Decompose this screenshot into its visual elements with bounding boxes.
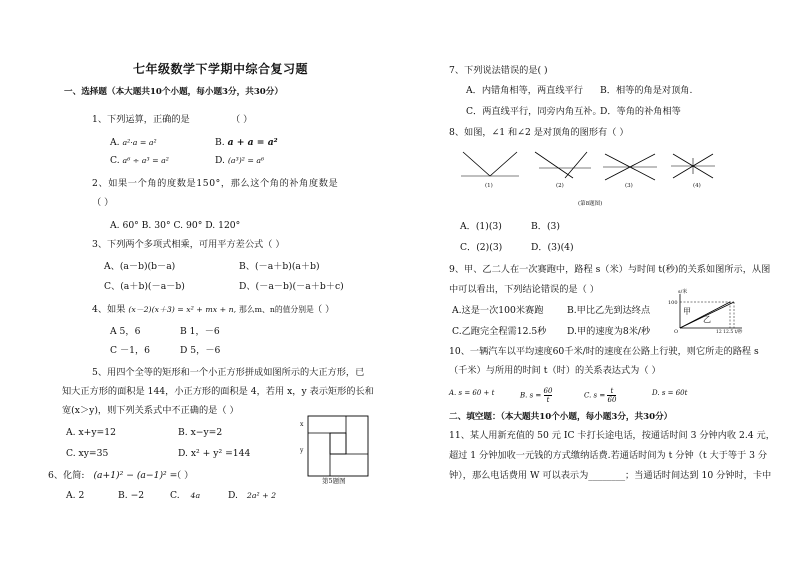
q3-stem: 3、下列两个多项式相乘，可用平方差公式（ ） xyxy=(92,239,285,250)
q5-option-b: B. x−y=2 xyxy=(178,427,223,438)
q5-small-square xyxy=(330,433,346,454)
q1-option-a xyxy=(110,137,157,149)
q1-option-a-label: A. xyxy=(110,137,120,148)
q8-label-4: (4) xyxy=(693,183,701,189)
q10-line1: 10、一辆汽车以平均速度60千米/时的速度在公路上行驶，则它所走的路程 s xyxy=(449,346,759,357)
q2-options: A. 60° B. 30° C. 90° D. 120° xyxy=(110,220,241,231)
q4-option-b: B 1，－6 xyxy=(180,326,220,337)
q1-option-c xyxy=(110,155,169,167)
q6-stem xyxy=(48,470,177,482)
q8-figure-2 xyxy=(535,152,591,178)
q1-option-c-expr: a⁶ ÷ a³ = a² xyxy=(122,156,169,165)
q10-option-c-num: t xyxy=(607,387,616,396)
q11-line1: 11、某人用新充值的 50 元 IC 卡打长途电话，按通话时间 3 分钟内收 2.4 元， xyxy=(449,430,775,441)
q7-stem: 7、下列说法错误的是( ) xyxy=(449,65,548,76)
q1-option-b-expr: a + a = a² xyxy=(227,137,278,148)
q4-option-a: A 5，6 xyxy=(110,326,141,337)
q5-line3: 宽(x＞y)，则下列关系式中不正确的是（ ） xyxy=(62,405,239,416)
q8-label-3: (3) xyxy=(625,183,633,189)
q9-fig-o: O xyxy=(674,329,679,335)
q6-option-d-label: D. xyxy=(228,490,238,501)
q6-option-d-expr: 2a² + 2 xyxy=(246,491,277,500)
q10-option-d: D. s = 60t xyxy=(652,389,688,397)
q4-option-d: D 5，－6 xyxy=(180,345,221,356)
q10-option-b-frac xyxy=(544,387,553,404)
q10-option-b-num: 60 xyxy=(543,387,553,395)
q6-option-c xyxy=(170,490,200,502)
q4-stem xyxy=(92,304,314,316)
q10-option-b-label: B. s = xyxy=(520,391,542,400)
q10-option-a: A. s = 60 + t xyxy=(449,389,495,397)
q4-stem-text: 4、如果 xyxy=(92,304,126,315)
q5-line2: 知大正方形的面积是 144，小正方形的面积是 4，若用 x，y 表示矩形的长和 xyxy=(62,386,374,397)
q4-option-c: C －1，6 xyxy=(110,345,151,356)
q10-line2: （千米）与所用的时间 t（时）的关系表达式为（ ） xyxy=(449,365,661,376)
q8-option-d: D．(3)(4) xyxy=(531,242,574,253)
q10-option-c-den: 60 xyxy=(607,396,617,404)
q3-option-a: A、(a－b)(b－a) xyxy=(104,261,176,272)
section-heading-fill: 二、填空题：（本大题共10个小题，每小题3分，共30分） xyxy=(449,412,673,422)
q10-option-c-label: C. s = xyxy=(584,391,606,400)
q10-option-c xyxy=(584,387,616,404)
q10-option-b-den: t xyxy=(546,396,550,404)
q5-figure xyxy=(300,414,370,484)
q5-option-c: C. xy=35 xyxy=(66,448,109,459)
q5-fig-caption: 第5题图 xyxy=(322,477,346,485)
q8-figure-4 xyxy=(671,154,715,178)
q8-option-c: C．(2)(3) xyxy=(460,242,503,253)
q11-line3: 钟），那么电话费用 W 可以表示为________；当通话时间达到 10 分钟时，卡中 xyxy=(449,470,772,481)
q5-option-d: D. x² + y² =144 xyxy=(178,448,251,459)
q9-fig-t: 12 12.5 t/秒 xyxy=(716,330,743,335)
q9-line2: 中可以看出，下列结论错误的是（ ） xyxy=(449,284,599,295)
q6-option-c-expr: 4a xyxy=(190,491,201,500)
q4-paren: （ ） xyxy=(313,304,335,315)
q9-option-a: A.这是一次100米赛跑 xyxy=(452,305,544,316)
q7-option-b: B．相等的角是对顶角. xyxy=(600,85,693,96)
q6-option-d xyxy=(228,490,276,502)
q1-option-b-label: B. xyxy=(215,137,225,148)
q8-option-a: A．(1)(3) xyxy=(460,221,502,232)
q9-line1: 9、甲、乙二人在一次赛跑中，路程 s（米）与时间 t(秒)的关系如图所示，从图 xyxy=(449,264,771,275)
q10-option-c-frac xyxy=(607,387,616,404)
q9-fig-100: 100 xyxy=(668,300,678,306)
q5-fig-label-y: y xyxy=(300,447,304,454)
q8-figure-3 xyxy=(603,154,657,180)
q1-stem: 1、下列运算，正确的是 xyxy=(92,114,190,125)
q9-option-d: D.甲的速度为8米/秒 xyxy=(567,326,651,337)
q8-fig-caption: (第8题图) xyxy=(578,201,603,207)
q1-option-d-label: D. xyxy=(215,155,225,166)
section-heading-choice: 一、选择题（本大题共10个小题，每小题3分，共30分） xyxy=(64,87,283,97)
q8-stem: 8、如图，∠1 和∠2 是对顶角的图形有（ ） xyxy=(449,127,629,138)
q1-option-b xyxy=(215,137,278,149)
q4-expr: (x－2)(x＋3) = x² + mx + n, xyxy=(128,305,237,314)
q5-fig-label-x: x xyxy=(300,421,304,428)
q4-tail: 那么m、n的值分别是 xyxy=(239,305,314,314)
q6-option-a: A. 2 xyxy=(66,490,85,501)
q9-option-c: C.乙跑完全程需12.5秒 xyxy=(452,326,547,337)
q6-stem-text: 6、化简: xyxy=(48,470,85,481)
q3-option-b: B、(－a＋b)(a＋b) xyxy=(239,261,320,272)
q2-stem: 2、如果一个角的度数是150°，那么这个角的补角度数是 xyxy=(92,178,339,189)
q5-option-a: A. x+y=12 xyxy=(66,427,116,438)
q9-fig-yi: 乙 xyxy=(703,315,711,324)
q8-label-2: (2) xyxy=(556,183,564,189)
q7-option-a: A．内错角相等，两直线平行 xyxy=(466,85,583,96)
q3-option-d: D、(－a－b)(－a＋b＋c) xyxy=(239,281,344,292)
q10-option-b xyxy=(520,387,552,404)
q6-option-c-label: C. xyxy=(170,490,180,501)
q9-fig-s: s/米 xyxy=(678,289,688,295)
q6-paren: （ ） xyxy=(172,470,194,481)
q5-line1: 5、用四个全等的矩形和一个小正方形拼成如图所示的大正方形，已 xyxy=(92,367,365,378)
q11-line2: 超过 1 分钟加收一元钱的方式缴纳话费.若通话时间为 t 分钟（t 大于等于 3 分 xyxy=(449,450,768,461)
q8-option-b: B．(3) xyxy=(531,221,560,232)
q1-paren: （ ） xyxy=(231,114,253,125)
q2-paren: （ ） xyxy=(92,197,114,208)
q1-option-a-expr: a²·a = a² xyxy=(122,138,157,147)
q8-label-1: (1) xyxy=(485,183,493,189)
q6-expr: (a+1)² − (a−1)² = xyxy=(93,470,178,481)
q3-option-c: C、(a＋b)(－a－b) xyxy=(104,281,185,292)
q6-option-b: B. −2 xyxy=(118,490,145,501)
q1-option-c-label: C. xyxy=(110,155,120,166)
page-title: 七年级数学下学期中综合复习题 xyxy=(133,62,309,76)
q9-fig-jia: 甲 xyxy=(683,307,691,316)
q5-big-square xyxy=(308,416,368,476)
q8-figure-1 xyxy=(461,152,519,176)
q1-option-d xyxy=(215,155,264,167)
q7-option-d: D．等角的补角相等 xyxy=(600,106,681,117)
q9-option-b: B.甲比乙先到达终点 xyxy=(567,305,651,316)
q1-option-d-expr: (a³)² = a⁶ xyxy=(227,156,265,165)
q7-option-c: C．两直线平行，同旁内角互补。 xyxy=(466,106,602,117)
